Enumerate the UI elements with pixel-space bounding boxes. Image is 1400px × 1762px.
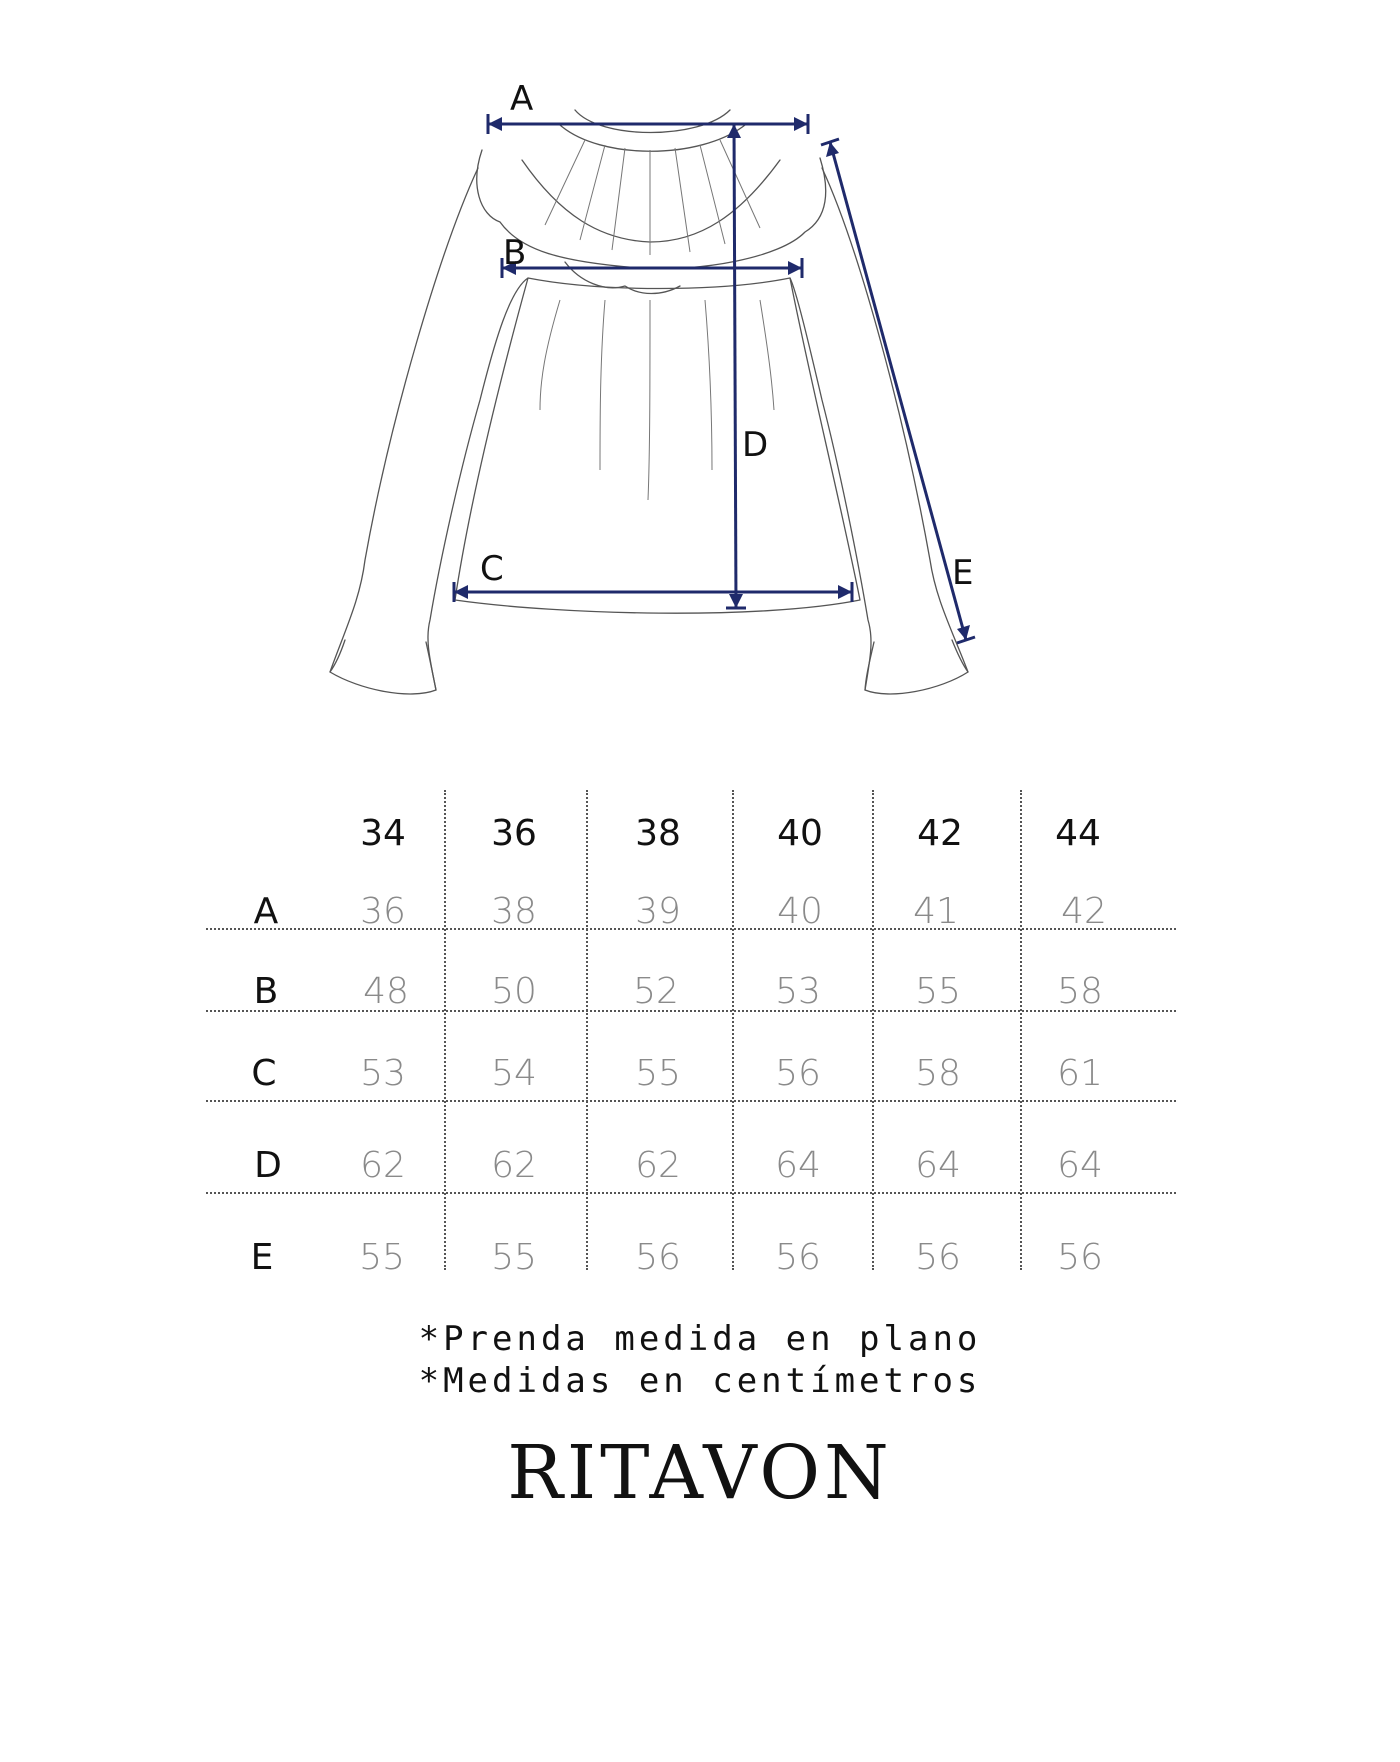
table-cell: 54 [491, 1053, 537, 1094]
measure-a-label: A [510, 79, 534, 119]
row-divider [206, 1100, 1176, 1102]
measure-d [726, 124, 768, 608]
column-divider [872, 790, 874, 1270]
table-cell: 55 [359, 1237, 405, 1278]
table-cell: 64 [1057, 1145, 1103, 1186]
table-cell: 41 [913, 891, 959, 932]
measure-c-label: C [480, 549, 504, 589]
table-cell: 55 [635, 1053, 681, 1094]
table-cell: 42 [1061, 891, 1107, 932]
table-cell: 64 [775, 1145, 821, 1186]
table-cell: 52 [633, 971, 679, 1012]
size-header: 36 [491, 813, 537, 854]
table-cell: 62 [360, 1145, 406, 1186]
table-cell: 62 [635, 1145, 681, 1186]
garment-diagram [0, 0, 1400, 760]
size-header: 42 [917, 813, 963, 854]
table-cell: 55 [491, 1237, 537, 1278]
table-cell: 53 [360, 1053, 406, 1094]
size-header: 38 [635, 813, 681, 854]
note-flat-measure: *Prenda medida en plano [418, 1319, 982, 1359]
column-divider [1020, 790, 1022, 1270]
row-label-b: B [253, 971, 279, 1012]
table-cell: 56 [775, 1053, 821, 1094]
row-divider [206, 1192, 1176, 1194]
row-label-c: C [251, 1053, 277, 1094]
table-cell: 50 [491, 971, 537, 1012]
row-label-a: A [253, 891, 279, 932]
table-cell: 48 [363, 971, 409, 1012]
table-cell: 53 [775, 971, 821, 1012]
size-header: 34 [360, 813, 406, 854]
blouse-outline [330, 110, 968, 694]
size-table [0, 760, 1400, 1300]
table-cell: 55 [915, 971, 961, 1012]
table-cell: 58 [915, 1053, 961, 1094]
measurement-notes [0, 1318, 1400, 1402]
measure-d-label: D [742, 425, 769, 465]
table-cell: 40 [777, 891, 823, 932]
measure-e-label: E [952, 553, 974, 593]
brand-logo-text: RITAVON [507, 1430, 893, 1516]
size-header: 40 [777, 813, 823, 854]
table-cell: 39 [635, 891, 681, 932]
measure-c [454, 549, 852, 602]
measure-a [488, 79, 808, 134]
table-cell: 62 [491, 1145, 537, 1186]
table-cell: 56 [1057, 1237, 1103, 1278]
column-divider [732, 790, 734, 1270]
table-cell: 38 [491, 891, 537, 932]
table-cell: 64 [915, 1145, 961, 1186]
table-cell: 56 [775, 1237, 821, 1278]
table-cell: 36 [360, 891, 406, 932]
size-header: 44 [1055, 813, 1101, 854]
note-units: *Medidas en centímetros [418, 1361, 982, 1401]
table-cell: 56 [915, 1237, 961, 1278]
table-cell: 61 [1057, 1053, 1103, 1094]
measure-e [821, 139, 975, 643]
table-cell: 56 [635, 1237, 681, 1278]
row-label-d: D [254, 1145, 282, 1186]
column-divider [444, 790, 446, 1270]
measure-b-label: B [503, 233, 527, 273]
column-divider [586, 790, 588, 1270]
table-cell: 58 [1057, 971, 1103, 1012]
row-label-e: E [250, 1237, 274, 1278]
